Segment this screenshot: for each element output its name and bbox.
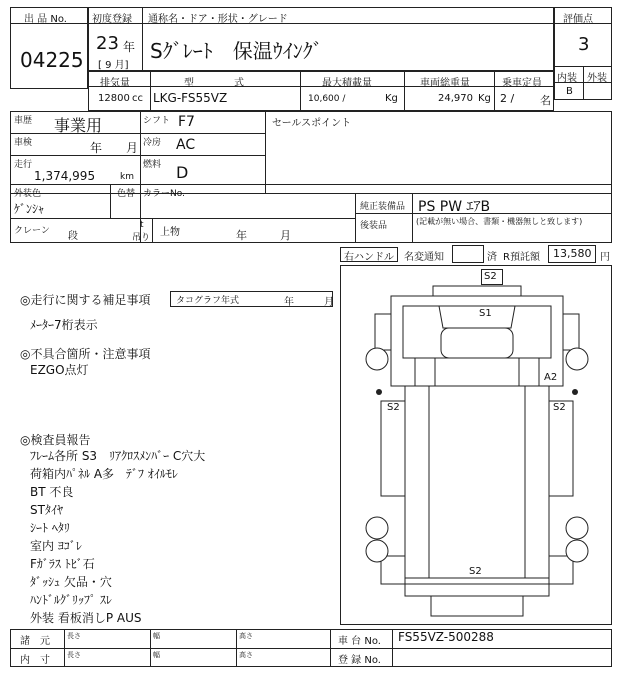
tax-prefix: 済 xyxy=(487,252,497,263)
chassis-label: 車 台 No. xyxy=(338,636,381,647)
tax-label: R預託額 xyxy=(503,252,540,263)
history-value: 事業用 xyxy=(54,116,103,135)
inspector-item: STﾀｲﾔ xyxy=(30,503,63,517)
reg-label: 登 録 No. xyxy=(338,655,381,666)
name-change-label: 名変通知 xyxy=(404,252,444,263)
defect-title: ◎不具合箇所・注意事項 xyxy=(20,347,151,361)
ac-label: 冷房 xyxy=(143,138,162,148)
displacement-unit: cc xyxy=(132,93,143,104)
equipment-value: PS PW ｴｱB xyxy=(418,199,491,215)
car-name-label: 通称名・ドア・形状・グレード xyxy=(148,14,288,25)
reg-month: [ 9 月] xyxy=(98,60,129,71)
exterior-label: 外装 xyxy=(587,73,607,84)
inspector-item: ﾀﾞｯｼｭ 欠品・穴 xyxy=(30,575,112,589)
inspector-item: 荷箱内ﾊﾟﾈﾙ A多 ﾃﾞﾌ ｵｲﾙﾓﾚ xyxy=(30,467,178,481)
inspection-label: 車検 xyxy=(14,138,33,148)
max-load-value: 10,600 / xyxy=(308,94,346,104)
damage-mark: S2 xyxy=(469,566,482,577)
tax-amount: 13,580 xyxy=(553,247,592,260)
truck-diagram xyxy=(340,265,612,625)
crane-t: t xyxy=(140,220,144,230)
tachograph-label: タコグラフ年式 xyxy=(176,296,240,306)
mileage-value: 1,374,995 xyxy=(34,169,96,183)
inspector-item: ｼｰﾄ ﾍﾀﾘ xyxy=(30,521,70,535)
length-label: 長さ xyxy=(67,632,81,640)
rating-value: 3 xyxy=(578,34,590,55)
inspection-value: 年 月 xyxy=(90,141,139,155)
supplement-title: ◎走行に関する補足事項 xyxy=(20,293,151,307)
length-label: 長さ xyxy=(67,651,81,659)
crane-capacity-unit: 吊り xyxy=(132,233,151,243)
shift-label: シフト xyxy=(143,116,171,126)
gross-weight-value: 24,970 xyxy=(438,93,473,104)
tachograph-value: 年 月 xyxy=(284,297,334,308)
inspector-item: BT 不良 xyxy=(30,485,74,499)
lot-number: 04225 xyxy=(20,48,84,72)
model-code: LKG-FS55VZ xyxy=(153,91,228,105)
aftermarket-label: 後装品 xyxy=(360,221,388,231)
first-reg-label: 初度登録 xyxy=(92,14,132,25)
interior-label: 内装 xyxy=(557,73,577,84)
height-label: 高さ xyxy=(239,632,253,640)
crane-stage: 段 xyxy=(68,231,78,242)
name-change-box xyxy=(452,245,484,263)
defect-text: EZGO点灯 xyxy=(30,363,89,377)
ac-value: AC xyxy=(176,137,196,153)
inspector-item: 外装 看板消しP AUS xyxy=(30,611,142,625)
crane-label: クレーン xyxy=(14,226,50,236)
supplement-text: ﾒｰﾀｰ7桁表示 xyxy=(30,318,98,332)
shift-value: F7 xyxy=(178,114,195,130)
max-load-unit: Kg xyxy=(385,93,398,104)
damage-mark: S2 xyxy=(484,271,497,282)
reg-year: 23 xyxy=(96,33,119,54)
right-hand: 右ハンドル xyxy=(344,252,394,263)
inspector-item: ﾌﾚｰﾑ各所 S3 ﾘｱｸﾛｽﾒﾝﾊﾞｰ C穴大 xyxy=(30,449,206,463)
width-label: 幅 xyxy=(153,651,160,659)
max-load-label: 最大積載量 xyxy=(322,78,372,89)
aftermarket-note: (記載が無い場合、書類・機器無しと致します) xyxy=(416,217,583,226)
displacement-value: 12800 xyxy=(98,93,130,104)
model-label: 型 式 xyxy=(184,78,244,89)
damage-mark: S2 xyxy=(553,402,566,413)
tax-unit: 円 xyxy=(600,252,610,263)
interior-grade: B xyxy=(566,86,573,97)
damage-mark: S1 xyxy=(479,308,492,319)
width-label: 幅 xyxy=(153,632,160,640)
fuel-value: D xyxy=(176,163,189,182)
reg-year-unit: 年 xyxy=(123,40,136,54)
inspector-item: Fｶﾞﾗｽ ﾄﾋﾞ石 xyxy=(30,557,95,571)
mileage-label: 走行 xyxy=(14,160,33,170)
specs-label: 諸 元 xyxy=(20,636,50,647)
gross-weight-unit: Kg xyxy=(478,93,491,104)
damage-mark: A2 xyxy=(544,372,558,383)
dims-label: 内 寸 xyxy=(20,655,50,666)
mileage-unit: km xyxy=(120,172,134,182)
displacement-label: 排気量 xyxy=(100,78,130,89)
rating-label: 評価点 xyxy=(563,14,593,25)
lot-label: 出 品 No. xyxy=(24,14,67,25)
inspector-item: ﾊﾝﾄﾞﾙｸﾞﾘｯﾌﾟ ｽﾚ xyxy=(30,593,112,607)
height-label: 高さ xyxy=(239,651,253,659)
capacity-label: 乗車定員 xyxy=(502,78,542,89)
color-code-label: 色替 xyxy=(117,189,136,199)
chassis-no: FS55VZ-500288 xyxy=(398,630,494,644)
fuel-label: 燃料 xyxy=(143,160,162,170)
color-label: 外装色 xyxy=(14,189,42,199)
model-name: Sｸﾞﾚｰﾄ 保温ｳｲﾝｸﾞ xyxy=(150,39,323,63)
history-label: 車歴 xyxy=(14,116,33,126)
gross-weight-label: 車両総重量 xyxy=(420,78,470,89)
inspector-item: 室内 ﾖｺﾞﾚ xyxy=(30,539,82,553)
boarding-label: 上物 xyxy=(160,227,180,238)
inspector-title: ◎検査員報告 xyxy=(20,433,91,447)
color-value: ｹﾞﾝｼｬ xyxy=(14,202,45,216)
damage-mark: S2 xyxy=(387,402,400,413)
capacity-value: 2 / xyxy=(500,92,515,105)
color-no-label: カラーNo. xyxy=(143,189,185,199)
boarding-value: 年 月 xyxy=(236,229,291,242)
capacity-unit: 名 xyxy=(540,94,551,107)
equipment-label: 純正装備品 xyxy=(360,202,406,212)
sales-point-label: セールスポイント xyxy=(272,118,352,129)
